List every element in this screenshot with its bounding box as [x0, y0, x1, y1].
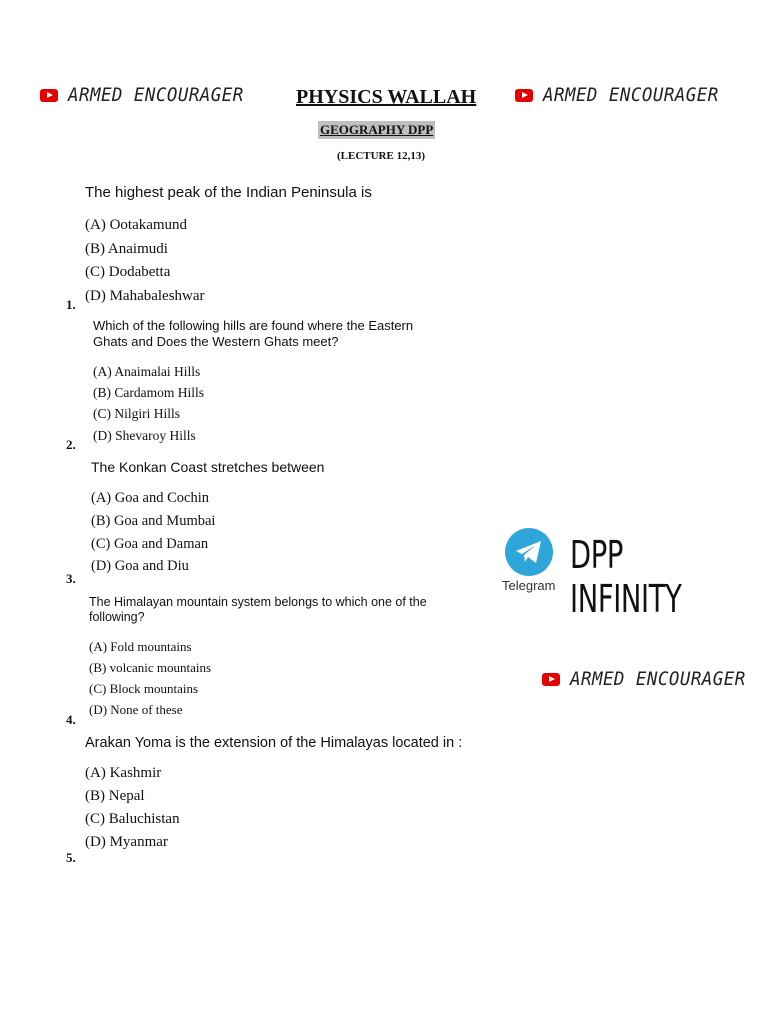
question-1-option-c: (C) Dodabetta	[85, 264, 171, 280]
question-4-option-d: (D) None of these	[89, 702, 183, 717]
question-3-text: The Konkan Coast stretches between	[91, 459, 325, 475]
telegram-logo[interactable]	[505, 528, 553, 576]
question-4-option-c: (C) Block mountains	[89, 681, 199, 696]
question-3-number: 3.	[66, 571, 76, 586]
brand-right-text: ARMED ENCOURAGER	[543, 84, 719, 106]
page-title: PHYSICS WALLAH	[296, 86, 477, 108]
brand-right	[515, 84, 734, 106]
question-5-option-b: (B) Nepal	[85, 788, 145, 804]
question-3-option-a: (A) Goa and Cochin	[91, 490, 209, 506]
question-4-text-line1: The Himalayan mountain system belongs to which one of the	[89, 595, 427, 609]
question-5-text: Arakan Yoma is the extension of the Himalayas located in :	[85, 735, 463, 751]
question-3-option-d: (D) Goa and Diu	[91, 558, 189, 574]
question-4-number: 4.	[66, 712, 76, 727]
question-1-option-a: (A) Ootakamund	[85, 217, 188, 233]
question-2-number: 2.	[66, 437, 76, 452]
question-2-text-line2: Ghats and Does the Western Ghats meet?	[93, 334, 339, 349]
question-5-number: 5.	[66, 850, 76, 865]
question-5-option-d: (D) Myanmar	[85, 834, 168, 850]
question-4-option-b: (B) volcanic mountains	[89, 660, 212, 675]
brand-left	[40, 84, 259, 106]
lecture-label: (LECTURE 12,13)	[337, 150, 426, 162]
youtube-icon	[542, 673, 560, 686]
youtube-icon	[40, 89, 58, 102]
telegram-label: Telegram	[502, 578, 556, 593]
brand-mid-text: ARMED ENCOURAGER	[570, 668, 746, 690]
question-5-option-c: (C) Baluchistan	[85, 811, 180, 827]
question-2-text-line1: Which of the following hills are found where the Eastern	[93, 318, 414, 333]
question-5-option-a: (A) Kashmir	[85, 765, 162, 781]
youtube-icon	[515, 89, 533, 102]
question-2-option-c: (C) Nilgiri Hills	[93, 406, 180, 421]
question-2-option-b: (B) Cardamom Hills	[93, 385, 204, 400]
question-1-number: 1.	[66, 297, 76, 312]
question-3-option-b: (B) Goa and Mumbai	[91, 513, 216, 529]
question-4-text-line2: following?	[89, 610, 145, 624]
question-3-option-c: (C) Goa and Daman	[91, 536, 209, 552]
brand-left-text: ARMED ENCOURAGER	[68, 84, 244, 106]
dpp-infinity-text: DPP INFINITY	[570, 533, 682, 621]
brand-mid	[542, 668, 761, 690]
question-1-text: The highest peak of the Indian Peninsula is	[85, 184, 372, 201]
question-1-option-d: (D) Mahabaleshwar	[85, 288, 205, 304]
question-2-option-a: (A) Anaimalai Hills	[93, 364, 201, 379]
question-2-option-d: (D) Shevaroy Hills	[93, 428, 196, 443]
question-4-option-a: (A) Fold mountains	[89, 639, 192, 654]
subtitle: GEOGRAPHY DPP	[320, 122, 434, 137]
telegram-plane-icon	[515, 540, 543, 564]
question-1-option-b: (B) Anaimudi	[85, 241, 168, 257]
